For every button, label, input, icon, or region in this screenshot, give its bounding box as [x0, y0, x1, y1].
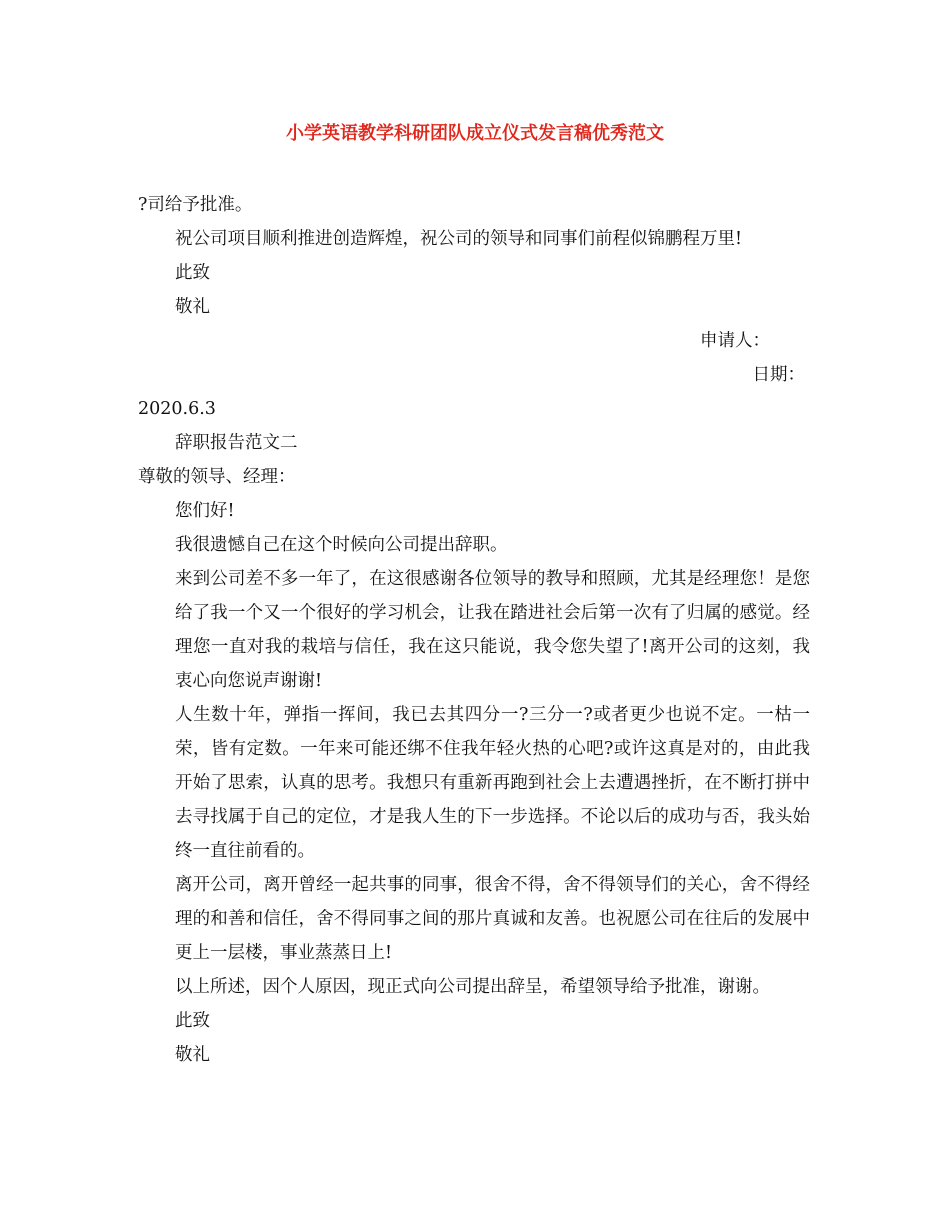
text-line: 您们好! — [175, 501, 235, 521]
paragraph: 人生数十年，弹指一挥间，我已去其四分一?三分一?或者更少也说不定。一枯一荣，皆有定数。一年来可能还绑不住我年轻火热的心吧?或许这真是对的，由此我开始了思索，认真的思考。我想只有重新再跑到社会上去遭遇挫折，在不断打拼中去寻找属于自己的定位，才是我人生的下一步选择。不论以后的成功与否，我头始终一直往前看的。 — [175, 705, 810, 861]
salutation-line: 敬礼 — [175, 1045, 210, 1065]
closing-line: 此致 — [175, 1011, 210, 1031]
paragraph: 来到公司差不多一年了，在这很感谢各位领导的教导和照顾，尤其是经理您！是您给了我一个又一个很好的学习机会，让我在踏进社会后第一次有了归属的感觉。经理您一直对我的栽培与信任，我在这只能说，我令您失望了!离开公司的这刻，我衷心向您说声谢谢! — [175, 569, 810, 691]
paragraph: 离开公司，离开曾经一起共事的同事，很舍不得，舍不得领导们的关心，舍不得经理的和善和信任，舍不得同事之间的那片真诚和友善。也祝愿公司在往后的发展中更上一层楼，事业蒸蒸日上! — [175, 875, 810, 963]
text-line: 以上所述，因个人原因，现正式向公司提出辞呈，希望领导给予批准，谢谢。 — [175, 977, 770, 997]
text-line: 我很遗憾自己在这个时候向公司提出辞职。 — [175, 535, 508, 555]
text-line: 祝公司项目顺利推进创造辉煌，祝公司的领导和同事们前程似锦鹏程万里! — [175, 229, 743, 249]
greeting-line: 尊敬的领导、经理： — [138, 467, 296, 487]
text-line: ?司给予批准。 — [138, 195, 253, 215]
applicant-label: 申请人： — [700, 331, 770, 351]
closing-line: 此致 — [175, 263, 210, 283]
date-label: 日期： — [752, 365, 805, 385]
document-body — [138, 188, 810, 1072]
section-heading: 辞职报告范文二 — [175, 433, 298, 453]
salutation-line: 敬礼 — [175, 297, 210, 317]
date-value: 2020.6.3 — [138, 399, 216, 419]
document-title: 小学英语教学科研团队成立仪式发言稿优秀范文 — [286, 123, 664, 144]
